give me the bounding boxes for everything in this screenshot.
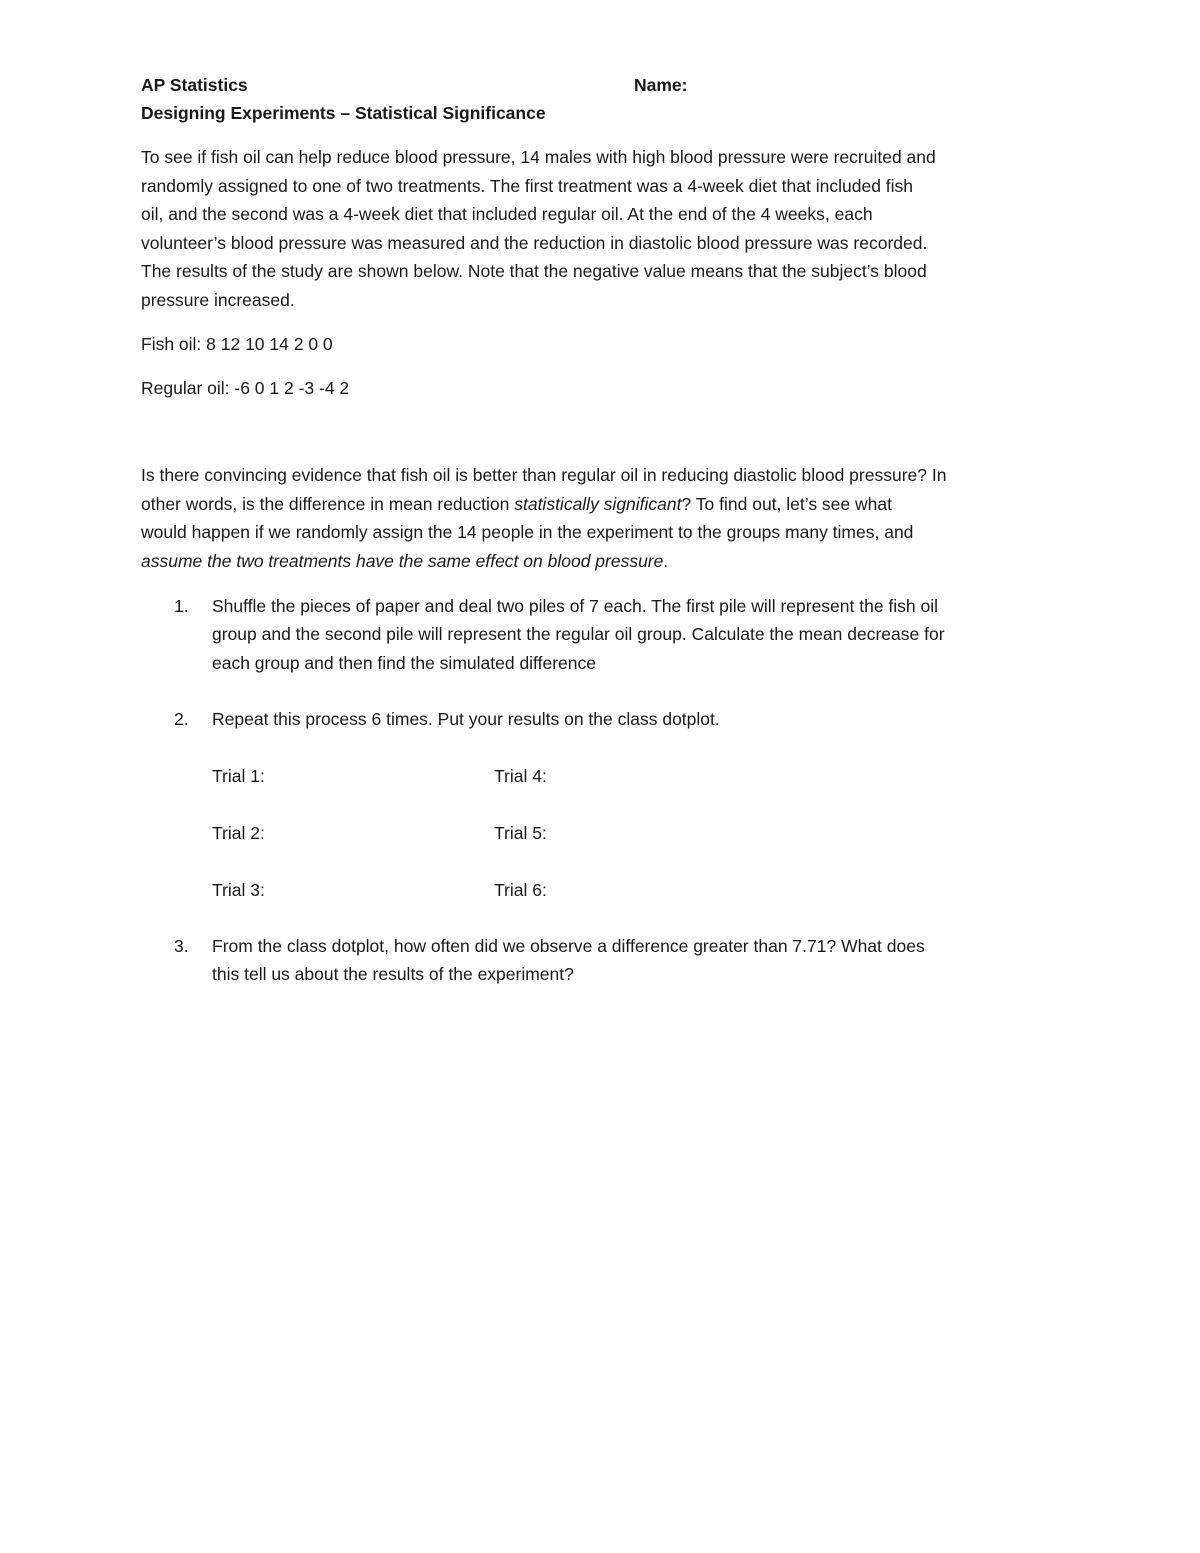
step-line: group and the second pile will represent the regular oil group. Calculate the mean decrease for: [212, 624, 945, 645]
name-label: Name:: [634, 75, 688, 95]
intro-line: To see if fish oil can help reduce blood pressure, 14 males with high blood pressure were recruited and: [141, 147, 936, 167]
step-number: 3.: [174, 936, 189, 956]
trial-5-label: Trial 5:: [494, 823, 547, 843]
question-text: ? To find out, let’s see what: [681, 493, 892, 514]
step-2-text: [212, 705, 1062, 733]
trial-3-label: Trial 3:: [212, 880, 265, 900]
step-line: Shuffle the pieces of paper and deal two piles of 7 each. The first pile will represent the fish oil: [212, 596, 939, 616]
intro-line: oil, and the second was a 4-week diet that included regular oil. At the end of the 4 weeks, each: [141, 204, 873, 225]
step-line: this tell us about the results of the experiment?: [212, 964, 574, 985]
intro-line: The results of the study are shown below. Note that the negative value means that the subject’s blood: [141, 261, 927, 282]
step-line: Repeat this process 6 times. Put your results on the class dotplot.: [212, 709, 720, 729]
intro-line: pressure increased.: [141, 289, 295, 310]
course-title: AP Statistics: [141, 75, 248, 95]
regular-oil-data: Regular oil: -6 0 1 2 -3 -4 2: [141, 378, 350, 398]
worksheet-title: Designing Experiments – Statistical Significance: [141, 103, 546, 123]
fish-oil-data: Fish oil: 8 12 10 14 2 0 0: [141, 334, 333, 354]
question-text: .: [663, 550, 669, 571]
intro-paragraph: [141, 143, 1071, 315]
step-number: 1.: [174, 596, 189, 616]
step-3-text: [212, 932, 1062, 989]
step-number: 2.: [174, 709, 189, 729]
trial-1-label: Trial 1:: [212, 766, 265, 786]
question-line: [141, 547, 1071, 576]
trial-2-label: Trial 2:: [212, 823, 265, 843]
question-line: would happen if we randomly assign the 14 people in the experiment to the groups many times, and: [141, 522, 914, 543]
question-line: [141, 490, 1071, 519]
question-paragraph: [141, 461, 1071, 575]
step-1-text: [212, 592, 1062, 677]
trial-4-label: Trial 4:: [494, 766, 547, 786]
step-line: From the class dotplot, how often did we observe a difference greater than 7.71? What does: [212, 936, 925, 956]
emphasis-text: assume the two treatments have the same effect on blood pressure: [141, 550, 664, 571]
question-text: other words, is the difference in mean reduction: [141, 493, 515, 514]
step-line: each group and then find the simulated difference: [212, 652, 596, 673]
intro-line: randomly assigned to one of two treatments. The first treatment was a 4-week diet that included fish: [141, 175, 914, 196]
trial-6-label: Trial 6:: [494, 880, 547, 900]
emphasis-text: statistically significant: [514, 493, 682, 514]
question-line: Is there convincing evidence that fish oil is better than regular oil in reducing diastolic blood pressure? In: [141, 465, 947, 485]
intro-line: volunteer’s blood pressure was measured and the reduction in diastolic blood pressure was recorded.: [141, 232, 928, 253]
